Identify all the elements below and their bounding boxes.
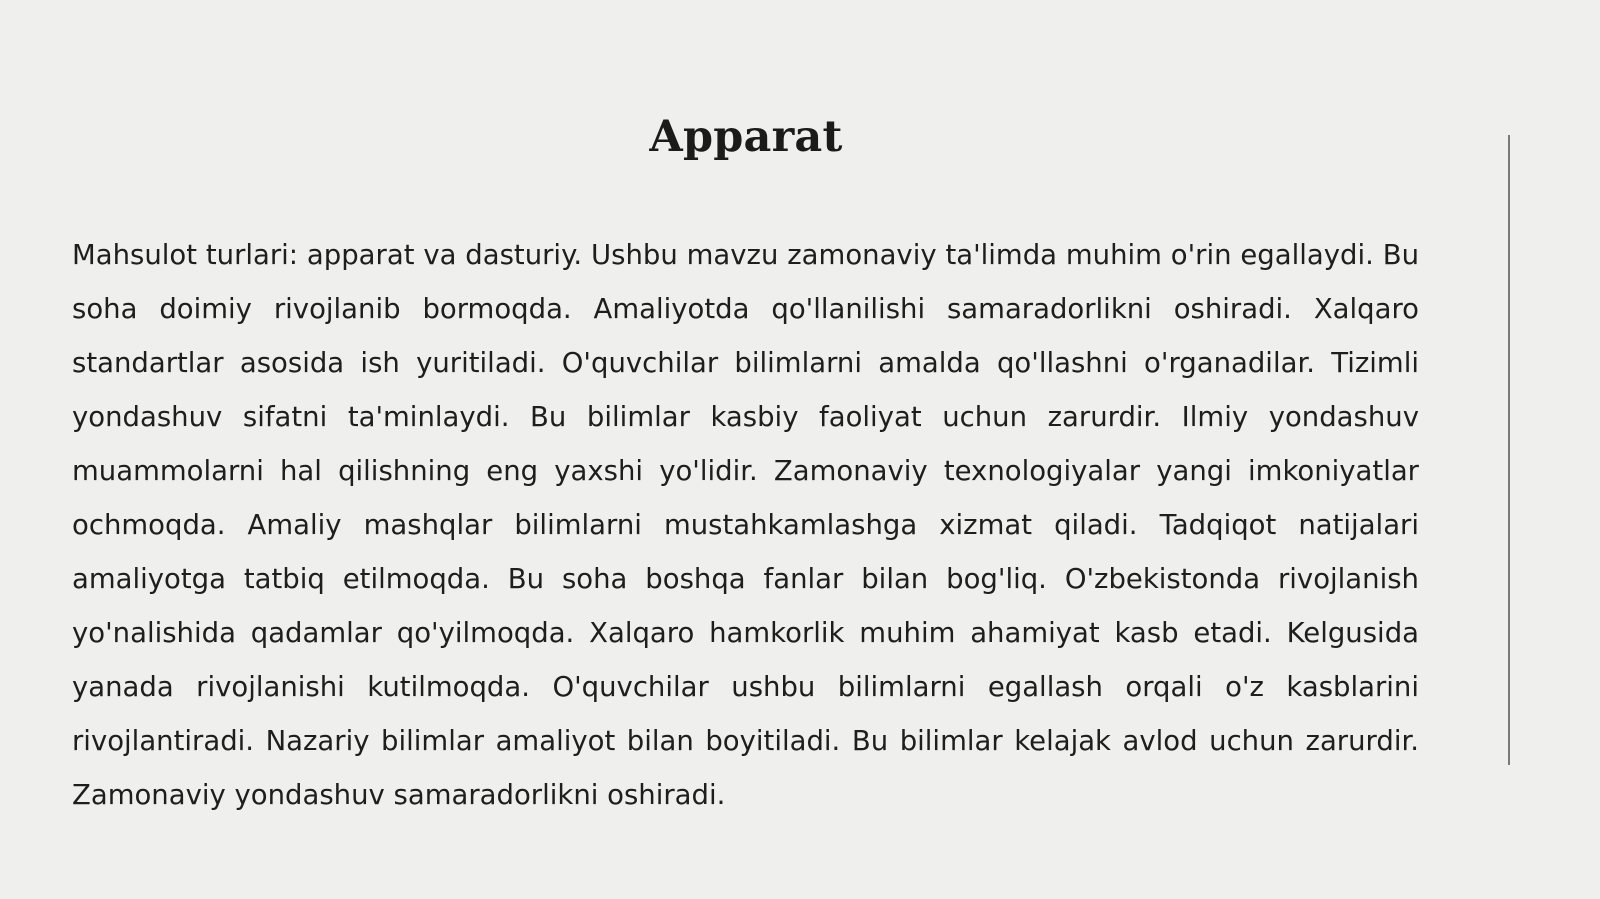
vertical-divider <box>1508 135 1510 765</box>
slide-title: Apparat <box>649 112 843 162</box>
slide-body-text: Mahsulot turlari: apparat va dasturiy. Ushbu mavzu zamonaviy ta'limda muhim o'rin egallaydi. Bu soha doimiy rivojlanib bormoqda. Amaliyotda qo'llanilishi samaradorlikni oshiradi. Xalqaro standartlar asosida ish yuritiladi. O'quvchilar bilimlarni amalda qo'llashni o'rganadilar. Tizimli yondashuv sifatni ta'minlaydi. Bu bilimlar kasbiy faoliyat uchun zarurdir. Ilmiy yondashuv muammolarni hal qilishning eng yaxshi yo'lidir. Zamonaviy texnologiyalar yangi imkoniyatlar ochmoqda. Amaliy mashqlar bilimlarni mustahkamlashga xizmat qiladi. Tadqiqot natijalari amaliyotga tatbiq etilmoqda. Bu soha boshqa fanlar bilan bog'liq. O'zbekistonda rivojlanish yo'nalishida qadamlar qo'yilmoqda. Xalqaro hamkorlik muhim ahamiyat kasb etadi. Kelgusida yanada rivojlanishi kutilmoqda. O'quvchilar ushbu bilimlarni egallash orqali o'z kasblarini rivojlantiradi. Nazariy bilimlar amaliyot bilan boyitiladi. Bu bilimlar kelajak avlod uchun zarurdir. Zamonaviy yondashuv samaradorlikni oshiradi. <box>72 239 1419 811</box>
